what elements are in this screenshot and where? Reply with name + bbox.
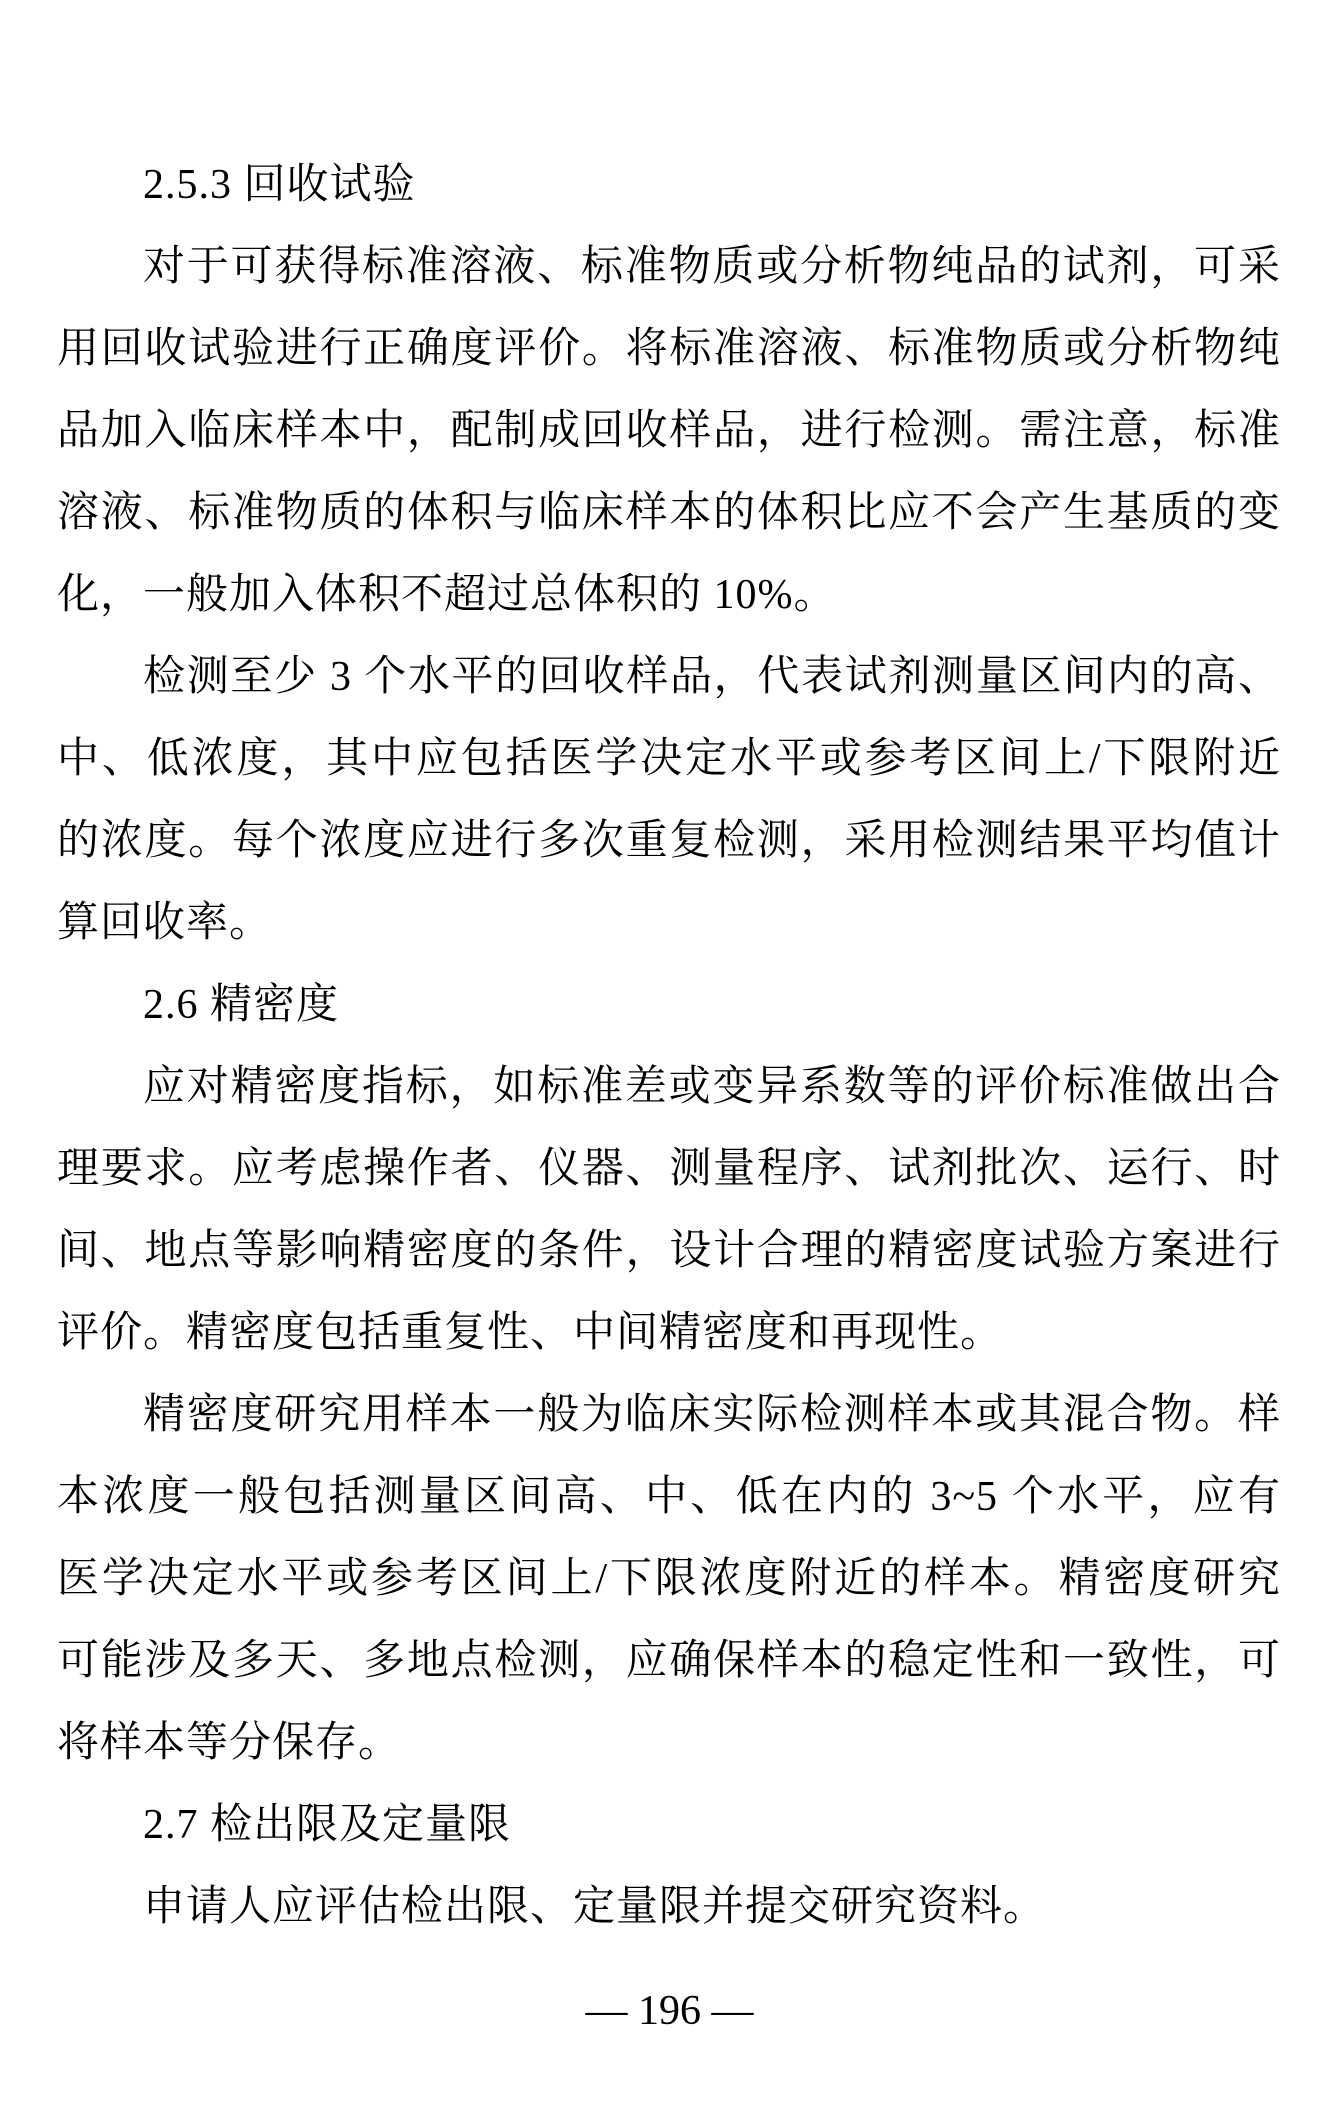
section-heading-2-6: 2.6 精密度 [143, 982, 340, 1028]
paragraph-line: 间、地点等影响精密度的条件，设计合理的精密度试验方案进行 [57, 1228, 1281, 1274]
section-heading-2-7: 2.7 检出限及定量限 [143, 1802, 512, 1848]
paragraph-line: 溶液、标准物质的体积与临床样本的体积比应不会产生基质的变 [57, 490, 1281, 536]
paragraph-line: 应对精密度指标，如标准差或变异系数等的评价标准做出合 [143, 1064, 1281, 1110]
paragraph-line: 的浓度。每个浓度应进行多次重复检测，采用检测结果平均值计 [57, 818, 1281, 864]
paragraph-line: 算回收率。 [57, 900, 273, 946]
paragraph-line: 化，一般加入体积不超过总体积的 10%。 [57, 572, 837, 618]
paragraph-line: 可能涉及多天、多地点检测，应确保样本的稳定性和一致性，可 [57, 1638, 1281, 1684]
paragraph-line: 品加入临床样本中，配制成回收样品，进行检测。需注意，标准 [57, 408, 1281, 454]
section-heading-2-5-3: 2.5.3 回收试验 [143, 162, 416, 208]
paragraph-line: 精密度研究用样本一般为临床实际检测样本或其混合物。样 [143, 1392, 1281, 1438]
paragraph-line: 用回收试验进行正确度评价。将标准溶液、标准物质或分析物纯 [57, 326, 1281, 372]
paragraph-line: 本浓度一般包括测量区间高、中、低在内的 3~5 个水平，应有 [57, 1474, 1281, 1520]
document-body [57, 144, 1281, 1948]
page-number: — 196 — [585, 1988, 754, 2034]
paragraph-line: 评价。精密度包括重复性、中间精密度和再现性。 [57, 1310, 1004, 1356]
paragraph-line: 申请人应评估检出限、定量限并提交研究资料。 [143, 1884, 1047, 1930]
paragraph-line: 医学决定水平或参考区间上/下限浓度附近的样本。精密度研究 [57, 1556, 1281, 1602]
paragraph-line: 理要求。应考虑操作者、仪器、测量程序、试剂批次、运行、时 [57, 1146, 1281, 1192]
paragraph-line: 中、低浓度，其中应包括医学决定水平或参考区间上/下限附近 [57, 736, 1281, 782]
paragraph-line: 将样本等分保存。 [57, 1720, 402, 1766]
paragraph-line: 对于可获得标准溶液、标准物质或分析物纯品的试剂，可采 [143, 244, 1281, 290]
paragraph-line: 检测至少 3 个水平的回收样品，代表试剂测量区间内的高、 [143, 654, 1281, 700]
